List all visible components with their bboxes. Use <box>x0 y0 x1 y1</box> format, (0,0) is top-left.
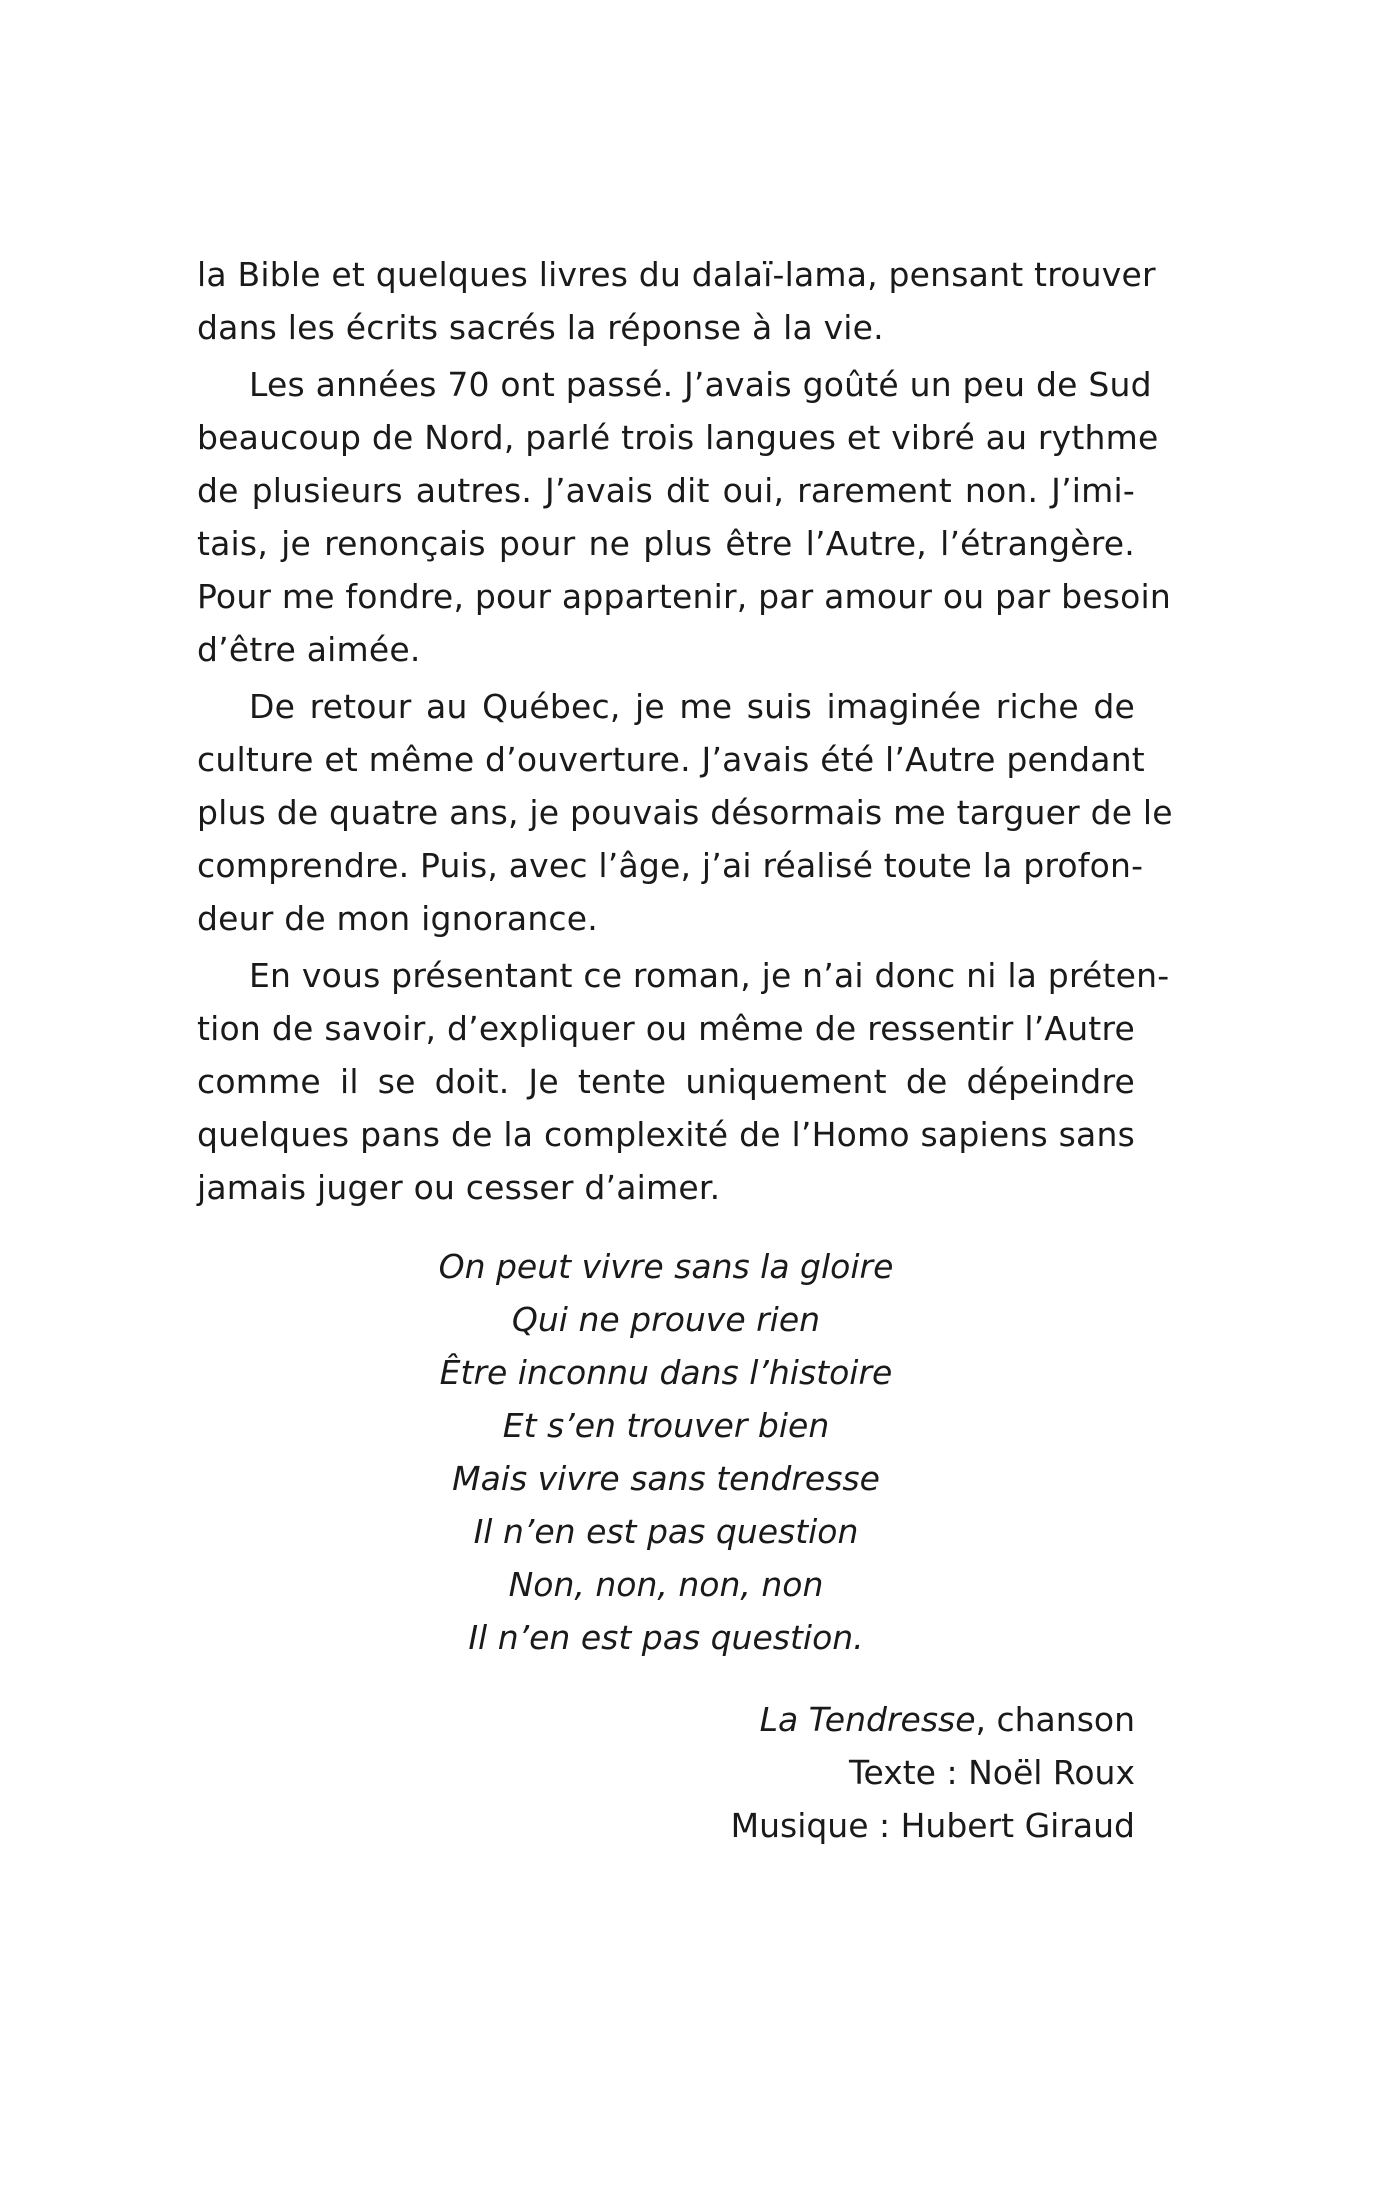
poem-line: Il n’en est pas question <box>473 1512 859 1551</box>
paragraph-line: culture et même d’ouverture. J’avais été l’Autre pendant <box>197 740 1145 779</box>
poem-line: Et s’en trouver bien <box>502 1406 830 1445</box>
paragraph-line: tais, je renonçais pour ne plus être l’Autre, l’étrangère. <box>197 524 1135 563</box>
paragraph-line: Pour me fondre, pour appartenir, par amour ou par besoin <box>197 577 1172 616</box>
song-title-line <box>760 1693 1135 1746</box>
music-credit: Musique : Hubert Giraud <box>730 1806 1135 1845</box>
poem-line: Qui ne prouve rien <box>511 1300 821 1339</box>
paragraph-line: de plusieurs autres. J’avais dit oui, rarement non. J’imi- <box>197 471 1135 510</box>
poem-line: Non, non, non, non <box>508 1565 824 1604</box>
poem-line: On peut vivre sans la gloire <box>438 1247 894 1286</box>
lyrics-credit: Texte : Noël Roux <box>848 1753 1135 1792</box>
paragraph-line: tion de savoir, d’expliquer ou même de ressentir l’Autre <box>197 1009 1135 1048</box>
paragraph-line: Les années 70 ont passé. J’avais goûté un peu de Sud <box>249 365 1152 404</box>
paragraph-line: la Bible et quelques livres du dalaï-lama, pensant trouver <box>197 255 1156 294</box>
poem-line: Être inconnu dans l’histoire <box>439 1353 893 1392</box>
paragraph-line: comprendre. Puis, avec l’âge, j’ai réalisé toute la profon- <box>197 846 1144 885</box>
poem-line: Mais vivre sans tendresse <box>452 1459 880 1498</box>
paragraph-line: plus de quatre ans, je pouvais désormais me targuer de le <box>197 793 1173 832</box>
poem-line: Il n’en est pas question. <box>468 1618 864 1657</box>
paragraph-line: jamais juger ou cesser d’aimer. <box>197 1168 721 1207</box>
song-type: , chanson <box>975 1700 1135 1739</box>
paragraph-line: d’être aimée. <box>197 630 421 669</box>
paragraph-line: deur de mon ignorance. <box>197 899 598 938</box>
paragraph-line: beaucoup de Nord, parlé trois langues et vibré au rythme <box>197 418 1159 457</box>
paragraph-line: dans les écrits sacrés la réponse à la vie. <box>197 308 884 347</box>
paragraph-line: De retour au Québec, je me suis imaginée riche de <box>249 687 1135 726</box>
paragraph-line: quelques pans de la complexité de l’Homo sapiens sans <box>197 1115 1135 1154</box>
song-title: La Tendresse <box>759 1700 976 1739</box>
paragraph-line: En vous présentant ce roman, je n’ai donc ni la préten- <box>249 956 1170 995</box>
paragraph-line: comme il se doit. Je tente uniquement de dépeindre <box>197 1062 1135 1101</box>
